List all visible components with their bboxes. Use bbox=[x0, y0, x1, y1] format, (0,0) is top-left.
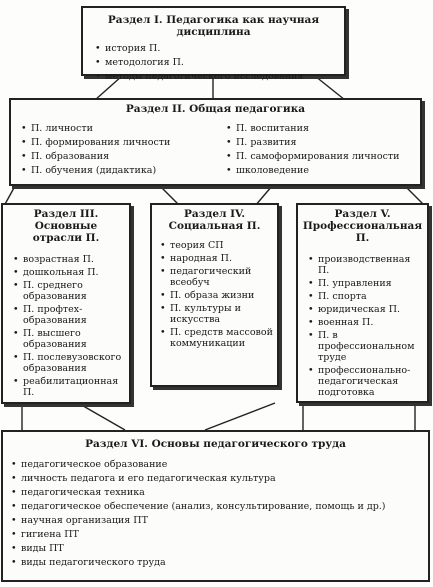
list-item: • педагогическая техника bbox=[9, 487, 428, 498]
list-item: • П. культуры и искусства bbox=[158, 303, 274, 325]
list-item: • педагогическое обеспечение (анализ, консультирование, помощь и др.) bbox=[9, 501, 428, 512]
list-item: • гигиена ПТ bbox=[9, 529, 428, 540]
list-item: • история П. bbox=[93, 43, 344, 54]
section-6-title: Раздел VI. Основы педагогического труда bbox=[85, 438, 346, 450]
list-item: • профессионально-педагогическая подготовка bbox=[306, 365, 424, 398]
section-3-title: Раздел III. Основные отрасли П. bbox=[32, 208, 100, 244]
list-item: • П. высшего образования bbox=[11, 328, 126, 350]
list-item: • П. самоформирования личности bbox=[224, 151, 419, 162]
list-item: • П. управления bbox=[306, 278, 424, 289]
list-item: • методология П. bbox=[93, 57, 344, 68]
section-2-box bbox=[9, 98, 422, 186]
list-item: • народная П. bbox=[158, 253, 274, 264]
list-item: • П. средств массовой коммуникации bbox=[158, 327, 274, 349]
list-item: • виды педагогического труда bbox=[9, 557, 428, 568]
section-2-title: Раздел II. Общая педагогика bbox=[125, 103, 306, 115]
list-item: • П. в профессиональном труде bbox=[306, 330, 424, 363]
list-item: • педагогическое образование bbox=[9, 459, 428, 470]
section-4-title: Раздел IV. Социальная П. bbox=[168, 208, 261, 232]
list-item: • реабилитационная П. bbox=[11, 376, 126, 398]
list-item: • П. развития bbox=[224, 137, 419, 148]
section-1-title: Раздел I. Педагогика как научная дисциплина bbox=[107, 14, 320, 38]
list-item: • школоведение bbox=[224, 165, 419, 176]
list-item: • П. обучения (дидактика) bbox=[19, 165, 209, 176]
list-item: • педагогический всеобуч bbox=[158, 266, 274, 288]
list-item: • П. профтех-образования bbox=[11, 304, 126, 326]
connector-line bbox=[78, 403, 125, 430]
connector-line bbox=[205, 403, 275, 430]
list-item: • П. личности bbox=[19, 123, 209, 134]
list-item: • П. образования bbox=[19, 151, 209, 162]
list-item: • возрастная П. bbox=[11, 254, 126, 265]
section-4-box bbox=[150, 203, 279, 387]
section-3-box bbox=[1, 203, 131, 404]
list-item: • П. среднего образования bbox=[11, 280, 126, 302]
list-item: • теория СП bbox=[158, 240, 274, 251]
list-item: • виды ПТ bbox=[9, 543, 428, 554]
list-item: • П. образа жизни bbox=[158, 290, 274, 301]
list-item: • производственная П. bbox=[306, 254, 424, 276]
list-item: • П. спорта bbox=[306, 291, 424, 302]
section-1-box bbox=[81, 6, 346, 82]
list-item: • дошкольная П. bbox=[11, 267, 126, 278]
section-5-title: Раздел V. Профессиональная П. bbox=[302, 208, 423, 244]
list-item: • юридическая П. bbox=[306, 304, 424, 315]
section-5-box bbox=[296, 203, 429, 403]
list-item: • военная П. bbox=[306, 317, 424, 328]
list-item: • методы педагогического исследования bbox=[93, 71, 344, 82]
list-item: • П. воспитания bbox=[224, 123, 419, 134]
list-item: • личность педагога и его педагогическая культура bbox=[9, 473, 428, 484]
list-item: • научная организация ПТ bbox=[9, 515, 428, 526]
list-item: • П. послевузовского образования bbox=[11, 352, 126, 374]
section-6-box bbox=[1, 430, 430, 582]
list-item: • П. формирования личности bbox=[19, 137, 209, 148]
